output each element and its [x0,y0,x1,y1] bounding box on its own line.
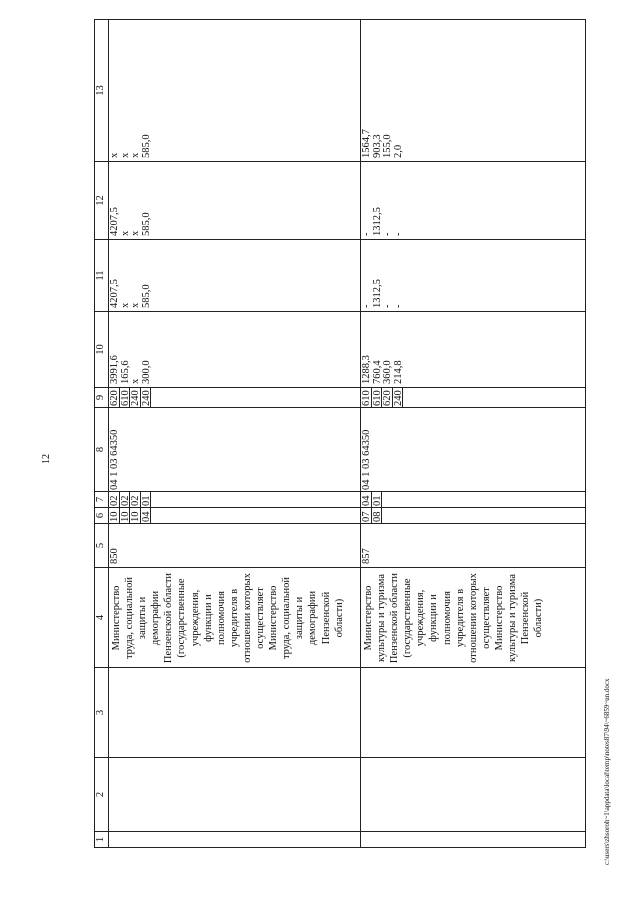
code-subcell [140,387,152,408]
cell-value-col6: 10 [130,511,142,522]
cell-value-col10: x [130,378,142,384]
cell-value-col11: 4207,5 [109,279,120,308]
cell-value-col12: 1312,5 [371,207,383,236]
cell-value-col10: 360,0 [382,360,394,384]
cell-value-col10: 165,6 [119,360,131,384]
cell-value-col8: 04 1 03 64350 [361,429,372,490]
cell-value-col9: 240 [130,390,142,406]
cell-value-col12: - [361,232,372,236]
header-cell-4: 4 [94,567,109,668]
cell-value-col11: 585,0 [140,284,152,308]
cell-value-col13: 903,3 [371,134,383,158]
cell-value-col13: x [109,152,120,158]
cell-value-col13: 585,0 [140,134,152,158]
cell-value-col6: 08 [371,511,383,522]
cell-value-col6: 10 [119,511,131,522]
body-cell [360,161,586,240]
body-cell [360,239,586,312]
cell-value-col7: 04 [361,495,372,506]
organization-name: Министерство культуры и туризма Пензенской области (государственные учреждения, функции и полномочия учредителя в отношении которых осуществляет Министерство культуры и туризма Пензенской области) [363,572,545,664]
budget-table-wrapper [94,20,586,848]
cell-value-col10: 1288,3 [361,355,372,384]
ministry-code: 857 [361,548,372,564]
cell-value-col11: - [382,304,394,308]
cell-value-col7: 01 [140,495,152,506]
body-cell [360,507,586,524]
cell-value-col11: x [130,302,142,308]
cell-value-col12: x [130,230,142,236]
body-cell [108,831,361,848]
header-cell-12: 12 [94,161,109,240]
cell-value-col12: 585,0 [140,212,152,236]
body-cell [360,831,586,848]
cell-value-col9: 620 [382,390,394,406]
cell-value-col9: 620 [109,390,120,406]
code-subcell [392,387,404,408]
body-cell [360,667,586,758]
header-cell-3: 3 [94,667,109,758]
footer-file-path: c:\users\zhsoroh~1\appdata\local\temp\notes87\94\~6859~un.docx [603,678,611,865]
cell-value-col11: - [392,304,404,308]
body-cell [108,407,361,492]
cell-value-col9: 610 [361,390,372,406]
organization-name: Министерство труда, социальной защиты и демографии Пензенской области (государственные учреждения, функции и полномочия учредителя в отношении которых осуществляет Министерство труда, социальной защиты и демографии Пензенской области) [111,572,345,664]
cell-value-col11: x [119,302,131,308]
cell-value-col11: - [361,304,372,308]
header-cell-5: 5 [94,523,109,568]
header-cell-13: 13 [94,19,109,162]
header-cell-2: 2 [94,757,109,832]
cell-value-col6: 04 [140,511,152,522]
body-cell [108,523,361,568]
cell-value-col7: 02 [130,495,142,506]
header-cell-1: 1 [94,831,109,848]
cell-value-col13: 1564,7 [361,129,372,158]
header-cell-9: 9 [94,387,109,408]
cell-value-col12: - [392,232,404,236]
header-cell-7: 7 [94,491,109,508]
budget-table [94,20,586,848]
cell-value-col9: 240 [140,390,152,406]
cell-value-col9: 240 [392,390,404,406]
cell-value-col10: 300,0 [140,360,152,384]
cell-value-col12: 4207,5 [109,207,120,236]
header-cell-10: 10 [94,311,109,388]
cell-value-col13: x [130,152,142,158]
header-cell-8: 8 [94,407,109,492]
cell-value-col7: 02 [109,495,120,506]
cell-value-col13: 2,0 [392,144,404,158]
cell-value-col6: 10 [109,511,120,522]
code-subcell [371,507,383,524]
body-cell [360,407,586,492]
body-cell [360,757,586,832]
code-subcell [140,491,152,508]
cell-value-col10: 214,8 [392,360,404,384]
body-cell [360,491,586,508]
cell-value-col7: 02 [119,495,131,506]
cell-value-col13: x [119,152,131,158]
body-cell [108,667,361,758]
cell-value-col7: 01 [371,495,383,506]
body-cell [108,757,361,832]
header-cell-11: 11 [94,239,109,312]
cell-value-col9: 610 [119,390,131,406]
cell-value-col6: 07 [361,511,372,522]
cell-value-col10: 3991,6 [109,355,120,384]
cell-value-col9: 610 [371,390,383,406]
ministry-code: 850 [109,548,120,564]
cell-value-col12: - [382,232,394,236]
body-cell [360,523,586,568]
page-number: 12 [41,454,52,464]
cell-value-col13: 155,0 [382,134,394,158]
cell-value-col8: 04 1 03 64350 [109,429,120,490]
header-cell-6: 6 [94,507,109,524]
code-subcell [371,491,383,508]
cell-value-col10: 760,4 [371,360,383,384]
code-subcell [140,507,152,524]
cell-value-col11: 1312,5 [371,279,383,308]
cell-value-col12: x [119,230,131,236]
